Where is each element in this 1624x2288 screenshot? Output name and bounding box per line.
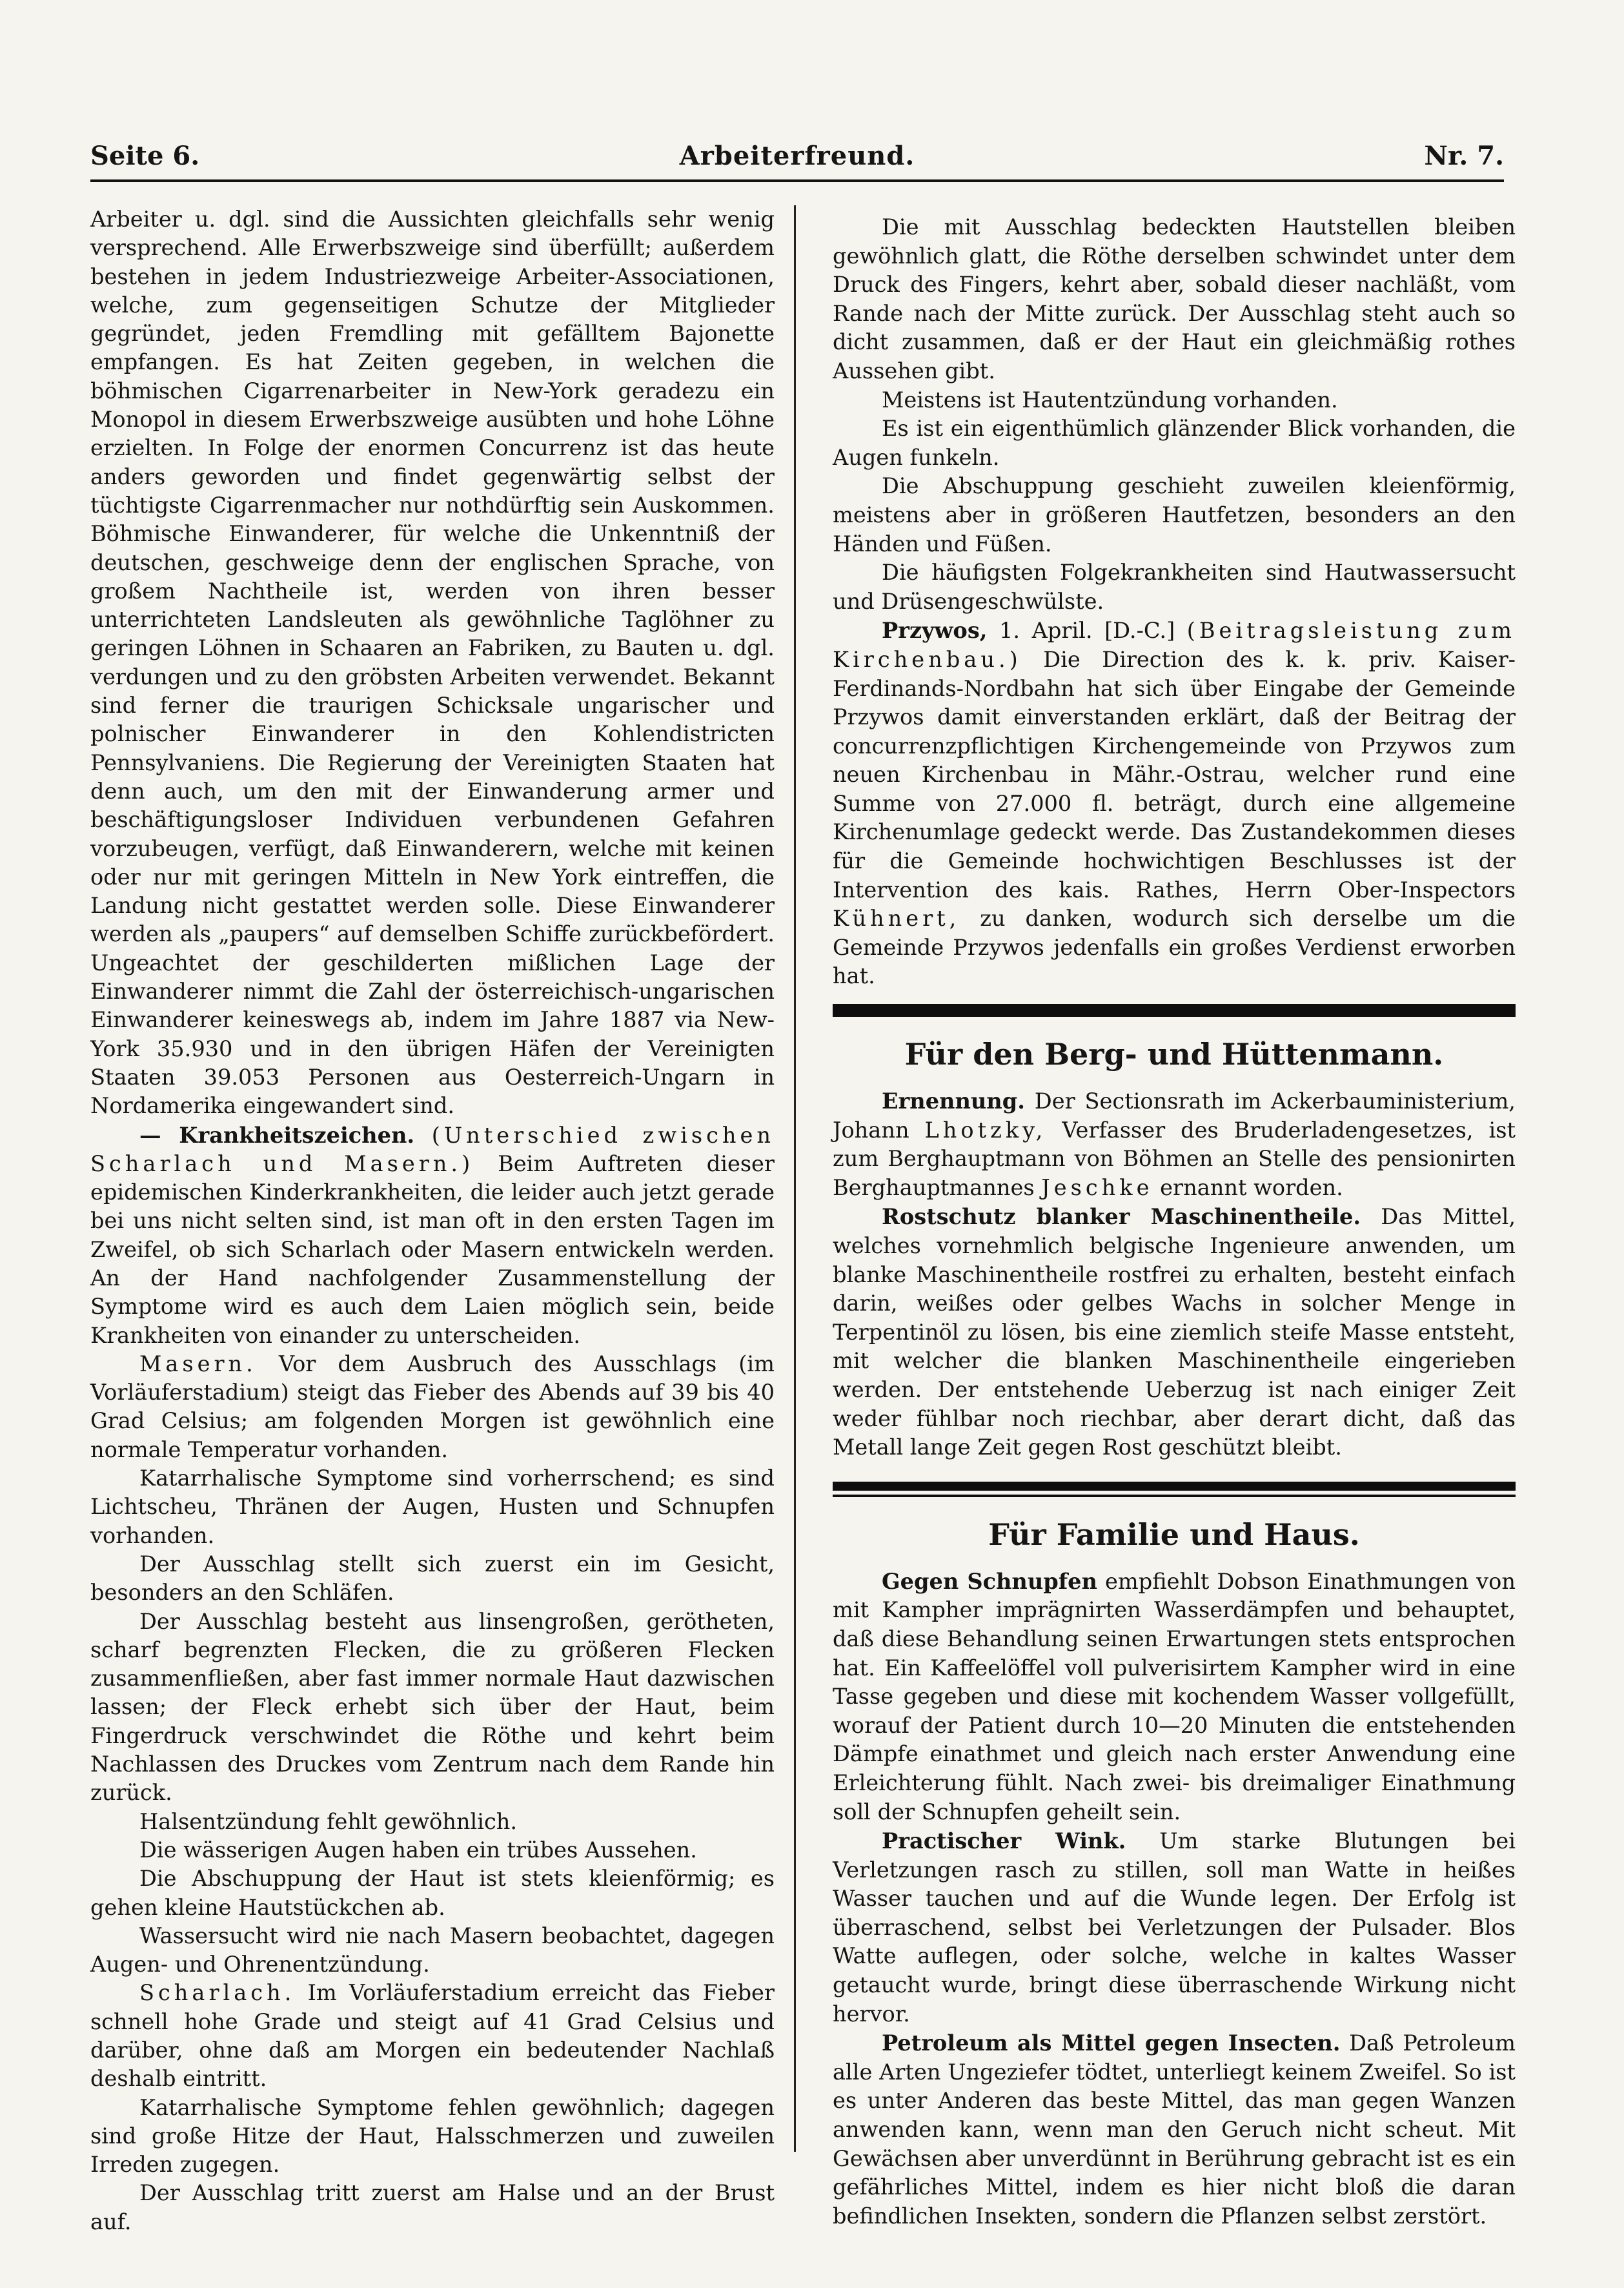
right-column — [833, 213, 1516, 2231]
scharlach-folgekrankheiten: Die häufigsten Folgekrankheiten sind Hautwassersucht und Drüsengeschwülste. — [833, 560, 1516, 614]
section-rule-familie-thick — [833, 1482, 1516, 1491]
scharlach-symptom-katarrh: Katarrhalische Symptome fehlen gewöhnlich; dagegen sind große Hitze der Haut, Halsschmerzen und zuweilen Irreden zugegen. — [90, 2094, 775, 2178]
petroleum-body: Daß Petroleum alle Arten Ungeziefer tödtet, unterliegt keinem Zweifel. So ist es unter Anderen das beste Mittel, das man gegen Wanzen anwenden kann, wenn man den Geruch nicht scheut. Mit Gewächsen aber unverdünnt in Berührung gebracht ist es ein gefährliches Mittel, indem es hier nicht bloß die daran befindlichen Insekten, sondern die Pflanzen selbst zerstört. — [833, 2030, 1516, 2229]
masern-symptom-ausschlag-art: Der Ausschlag besteht aus linsengroßen, gerötheten, scharf begrenzten Flecken, die zu größeren Flecken zusammenfließen, aber fast immer normale Haut dazwischen lassen; der Fleck erhebt sich über der Haut, beim Fingerdruck verschwindet die Röthe und kehrt beim Nachlassen des Druckes vom Zentrum nach dem Rande hin zurück. — [90, 1608, 775, 1806]
przywos-subtitle: (Beitragsleistung zum Kirchenbau.) — [833, 618, 1516, 672]
ernennung-body-b: Verfasser des Bruderladengesetzes, ist zum Berghauptmann von Böhmen an Stelle des pensionirten Berghauptmannes — [833, 1117, 1516, 1200]
przywos-name: Kühnert, — [833, 906, 960, 932]
page-number: Seite 6. — [90, 141, 200, 171]
petroleum-paragraph — [833, 2028, 1516, 2231]
schnupfen-body: empfiehlt Dobson Einathmungen von mit Kampher imprägnirten Wasserdämpfen und behauptet, daß diese Behandlung seinen Erwartungen stets entsprochen hat. Ein Kaffeelöffel voll pulverisirtem Kampher wird in eine Tasse gegeben und diese mit kochendem Wasser vollgefüllt, worauf der Patient durch 10—20 Minuten die entstehenden Dämpfe einathmet und gleich nach erster Anwendung eine Erleichterung fühlt. Nach zwei- bis dreimaliger Einathmung soll der Schnupfen geheilt sein. — [833, 1568, 1516, 1824]
przywos-paragraph — [833, 616, 1516, 991]
krankheitszeichen-heading: — Krankheitszeichen. — [139, 1121, 415, 1148]
scharlach-body: Im Vorläuferstadium erreicht das Fieber schnell hohe Grade und steigt auf 41 Grad Celsius und darüber, ohne daß am Morgen ein bedeutender Nachlaß deshalb eintritt. — [90, 1980, 775, 2092]
przywos-heading: Przywos, — [882, 617, 988, 644]
wink-paragraph — [833, 1826, 1516, 2028]
ernennung-paragraph — [833, 1087, 1516, 1202]
przywos-date: 1. April. [D.-C.] — [999, 618, 1175, 644]
section-title-berg: Für den Berg- und Hüttenmann. — [904, 1037, 1444, 1072]
left-column — [90, 205, 775, 2236]
przywos-body-a: Die Direction des k. k. priv. Kaiser-Ferdinands-Nordbahn hat sich über Eingabe der Gemeinde Przywos damit einverstanden erklärt, daß der Beitrag der concurrenzpflichtigen Kirchengemeinde von Przywos zum neuen Kirchenbau in Mähr.-Ostrau, welcher rund eine Summe von 27.000 fl. beträgt, durch eine allgemeine Kirchenumlage gedeckt werde. Das Zustandekommen dieses für die Gemeinde hochwichtigen Beschlusses ist der Intervention des kais. Rathes, Herrn Ober-Inspectors — [833, 646, 1516, 903]
masern-symptom-hals: Halsentzündung fehlt gewöhnlich. — [139, 1808, 518, 1834]
masern-symptom-wassersucht: Wassersucht wird nie nach Masern beobachtet, dagegen Augen- und Ohrenentzündung. — [90, 1923, 775, 1977]
krankheitszeichen-paragraph — [90, 1121, 775, 1350]
wink-body: Um starke Blutungen bei Verletzungen rasch zu stillen, soll man Watte in heißes Wasser tauchen und auf die Wunde legen. Der Erfolg ist überraschend, selbst bei Verletzungen der Pulsader. Blos Watte auflegen, oder solche, welche in kaltes Wasser getaucht wurde, bringt diese überraschende Wirkung nicht hervor. — [833, 1828, 1516, 2027]
issue-number: Nr. 7. — [1424, 141, 1504, 171]
rostschutz-heading: Rostschutz blanker Maschinentheile. — [882, 1203, 1361, 1230]
scharlach-symptom-ausschlag: Der Ausschlag tritt zuerst am Halse und an der Brust auf. — [90, 2180, 775, 2234]
masern-symptom-ausschlag-ort: Der Ausschlag stellt sich zuerst ein im Gesicht, besonders an den Schläfen. — [90, 1551, 775, 1606]
section-rule-berg-thick — [833, 1004, 1516, 1017]
scharlach-paragraph — [90, 1979, 775, 2093]
masern-body: Vor dem Ausbruch des Ausschlags (im Vorläuferstadium) steigt das Fieber des Abends auf 39 bis 40 Grad Celsius; am folgenden Morgen ist gewöhnlich eine normale Temperatur vorhanden. — [90, 1351, 775, 1462]
rostschutz-body: Das Mittel, welches vornehmlich belgische Ingenieure anwenden, um blanke Maschinentheile rostfrei zu erhalten, besteht einfach darin, weißes oder gelbes Wachs in solcher Menge in Terpentinöl zu lösen, bis eine ziemlich steife Masse entsteht, mit welcher die blanken Maschinentheile eingerieben werden. Der entstehende Ueberzug ist nach einiger Zeit weder fühlbar noch riechbar, aber derart dicht, daß das Metall lange Zeit gegen Rost geschützt bleibt. — [833, 1204, 1516, 1460]
scharlach-abschuppung: Die Abschuppung geschieht zuweilen kleienförmig, meistens aber in größeren Hautfetzen, besonders an den Händen und Füßen. — [833, 473, 1516, 557]
schnupfen-paragraph — [833, 1567, 1516, 1826]
krankheitszeichen-body: Beim Auftreten dieser epidemischen Kinderkrankheiten, die leider auch jetzt gerade bei uns nicht selten sind, ist man oft in den ersten Tagen im Zweifel, ob sich Scharlach oder Masern entwickeln werden. An der Hand nachfolgender Zusammenstellung der Symptome wird es auch dem Laien möglich sein, beide Krankheiten von einander zu unterscheiden. — [90, 1150, 775, 1348]
masern-paragraph — [90, 1350, 775, 1464]
masern-label: Masern. — [139, 1351, 257, 1376]
scharlach-label: Scharlach. — [139, 1980, 296, 2006]
schnupfen-heading: Gegen Schnupfen — [882, 1568, 1097, 1594]
scharlach-blick: Es ist ein eigenthümlich glänzender Blick vorhanden, die Augen funkeln. — [833, 416, 1516, 470]
przywos-body-b: zu danken, wodurch sich derselbe um die Gemeinde Przywos jedenfalls ein großes Verdienst erworben hat. — [833, 906, 1516, 989]
section-title-familie: Für Familie und Haus. — [988, 1517, 1360, 1552]
ernennung-name-jeschke: Jeschke — [1041, 1174, 1153, 1200]
masern-symptom-abschuppung: Die Abschuppung der Haut ist stets kleienförmig; es gehen kleine Hautstückchen ab. — [90, 1866, 775, 1920]
scharlach-haut-paragraph: Die mit Ausschlag bedeckten Hautstellen bleiben gewöhnlich glatt, die Röthe derselben schwindet unter dem Druck des Fingers, kehrt aber, sobald dieser nachläßt, vom Rande nach der Mitte zurück. Der Ausschlag steht auch so dicht zusammen, daß er der Haut ein gleichmäßig rothes Aussehen gibt. — [833, 214, 1516, 383]
rostschutz-paragraph — [833, 1202, 1516, 1462]
ernennung-body-a: Der Sectionsrath im Ackerbauministerium, Johann — [833, 1088, 1516, 1143]
masthead-title: Arbeiterfreund. — [679, 141, 915, 171]
emigration-paragraph: Arbeiter u. dgl. sind die Aussichten gleichfalls sehr wenig versprechend. Alle Erwerbszweige sind überfüllt; außerdem bestehen in jedem Industriezweige Arbeiter-Associationen, welche, zum gegenseitigen Schutze der Mitglieder gegründet, jeden Fremdling mit gefälltem Bajonette empfangen. Es hat Zeiten gegeben, in welchen die böhmischen Cigarrenarbeiter in New-York geradezu ein Monopol in diesem Erwerbszweige ausübten und hohe Löhne erzielten. In Folge der enormen Concurrenz ist das heute anders geworden und findet gegenwärtig selbst der tüchtigste Cigarrenmacher nur nothdürftig sein Auskommen. Böhmische Einwanderer, für welche die Unkenntniß der deutschen, geschweige denn der englischen Sprache, von großem Nachtheile ist, werden von ihren besser unterrichteten Landsleuten als gewöhnliche Taglöhner zu geringen Löhnen in Schaaren an Fabriken, zu Bauten u. dgl. verdungen und zu den gröbsten Arbeiten verwendet. Bekannt sind ferner die traurigen Schicksale ungarischer und polnischer Einwanderer in den Kohlendistricten Pennsylvaniens. Die Regierung der Vereinigten Staaten hat denn auch, um den mit der Einwanderung armer und beschäftigungsloser Individuen verbundenen Gefahren vorzubeugen, verfügt, daß Einwanderern, welche mit keinen oder nur mit geringen Mitteln in New York eintreffen, die Landung nicht gestattet werden solle. Diese Einwanderer werden als „paupers“ auf demselben Schiffe zurückbefördert. Ungeachtet der geschilderten mißlichen Lage der Einwanderer nimmt die Zahl der österreichisch-ungarischen Einwanderer keineswegs ab, indem im Jahre 1887 via New-York 35.930 und in den übrigen Häfen der Vereinigten Staaten 39.053 Personen aus Oesterreich-Ungarn in Nordamerika eingewandert sind. — [90, 207, 775, 1119]
masern-symptom-katarrh: Katarrhalische Symptome sind vorherrschend; es sind Lichtscheu, Thränen der Augen, Husten und Schnupfen vorhanden. — [90, 1466, 775, 1548]
ernennung-body-c: ernannt worden. — [1160, 1174, 1343, 1200]
section-rule-familie-thin — [833, 1495, 1516, 1497]
header-rule — [90, 179, 1504, 182]
column-divider — [794, 205, 796, 2152]
wink-heading: Practischer Wink. — [882, 1828, 1126, 1854]
ernennung-heading: Ernennung. — [882, 1088, 1025, 1114]
scharlach-hautentzuendung: Meistens ist Hautentzündung vorhanden. — [882, 387, 1338, 413]
masern-symptom-augen: Die wässerigen Augen haben ein trübes Aussehen. — [139, 1837, 697, 1863]
krankheitszeichen-subtitle: (Unterschied zwischen Scharlach und Masern.) — [90, 1122, 775, 1176]
ernennung-name-lhotzky: Lhotzky, — [924, 1117, 1047, 1143]
page-header — [90, 141, 1504, 179]
petroleum-heading: Petroleum als Mittel gegen Insecten. — [882, 2030, 1341, 2056]
